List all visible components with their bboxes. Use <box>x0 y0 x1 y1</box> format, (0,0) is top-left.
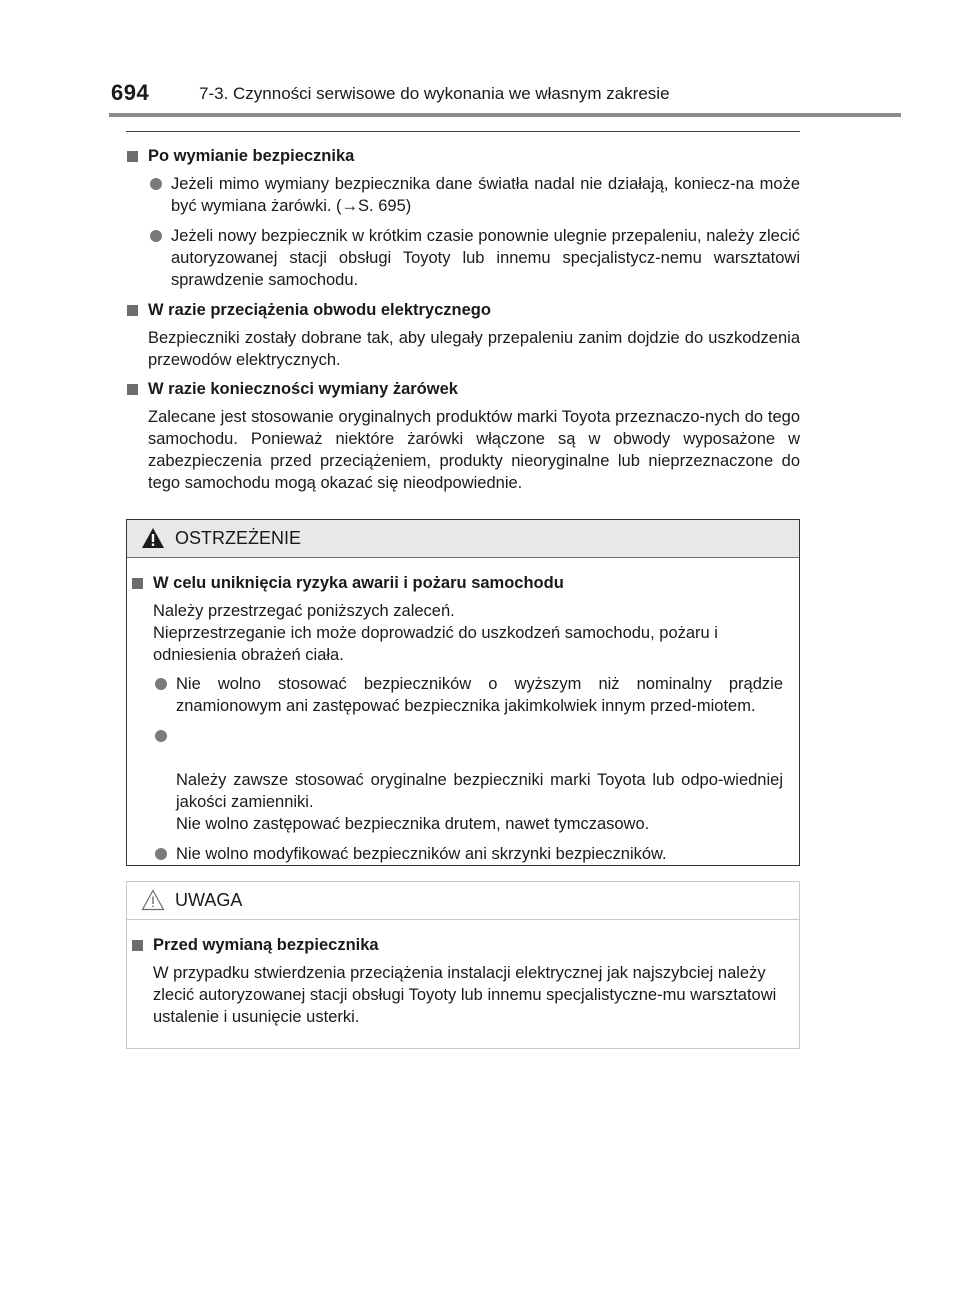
square-bullet-icon <box>132 578 143 589</box>
warning-body <box>127 558 799 865</box>
section-text: Bezpieczniki zostały dobrane tak, aby ulegały przepaleniu zanim dojdzie do uszkodzenia przewodów elektrycznych. <box>148 329 800 369</box>
list-item: Jeżeli nowy bezpiecznik w krótkim czasie ponownie ulegnie przepaleniu, należy zlecić autoryzowanej stacji obsługi Toyoty lub innemu specjalistycz-nemu warsztatowi sprawdzenie samochodu. <box>126 225 800 291</box>
square-bullet-icon <box>132 940 143 951</box>
section-heading: W razie przeciążenia obwodu elektrycznego <box>126 299 800 321</box>
list-item: Nie wolno modyfikować bezpieczników ani skrzynki bezpieczników. <box>131 843 783 865</box>
square-bullet-icon <box>127 151 138 162</box>
warning-header <box>127 520 799 558</box>
warning-heading: W celu uniknięcia ryzyka awarii i pożaru samochodu <box>131 572 783 594</box>
square-bullet-icon <box>127 305 138 316</box>
list-item: Nie wolno stosować bezpieczników o wyższym niż nominalny prądzie znamionowym ani zastępować bezpiecznika jakimkolwiek innym przed-miotem. <box>131 673 783 717</box>
warning-triangle-icon <box>141 527 165 549</box>
round-bullet-icon <box>155 848 167 860</box>
warning-title: OSTRZEŻENIE <box>175 528 302 548</box>
page-number: 694 <box>111 80 150 105</box>
notice-heading: Przed wymianą bezpiecznika <box>131 934 783 956</box>
round-bullet-icon <box>155 730 167 742</box>
round-bullet-icon <box>150 230 162 242</box>
chapter-title: 7-3. Czynności serwisowe do wykonania we własnym zakresie <box>199 84 670 103</box>
section-heading: Po wymianie bezpiecznika <box>126 145 800 167</box>
notice-body <box>127 920 799 1028</box>
list-item: Należy zawsze stosować oryginalne bezpieczniki marki Toyota lub odpo-wiedniej jakości zamienniki. Nie wolno zastępować bezpiecznika drutem, nawet tymczasowo. <box>131 725 783 835</box>
page-header <box>0 70 960 116</box>
header-rule <box>109 113 901 117</box>
round-bullet-icon <box>150 178 162 190</box>
top-divider <box>126 131 800 132</box>
round-bullet-icon <box>155 678 167 690</box>
caution-triangle-icon <box>141 889 165 911</box>
list-item: Jeżeli mimo wymiany bezpiecznika dane światła nadal nie działają, koniecz-na może być wymiana żarówki. (→S. 695) <box>126 173 800 217</box>
notice-header <box>127 882 799 920</box>
notice-text: W przypadku stwierdzenia przeciążenia instalacji elektrycznej jak najszybciej należy zlecić autoryzowanej stacji obsługi Toyoty lub innemu specjalistyczne-mu warsztatowi ustalenie i usunięcie usterki. <box>153 964 777 1026</box>
main-content <box>126 140 800 501</box>
section-heading: W razie konieczności wymiany żarówek <box>126 378 800 400</box>
section-text: Zalecane jest stosowanie oryginalnych produktów marki Toyota przeznaczo-nych do tego samochodu. Ponieważ niektóre żarówki włączone są w obwody wyposażone w zabezpieczenia przed przeciążeniem, produkty nieoryginalne lub nieprzeznaczone do tego samochodu mogą okazać się nieodpowiednie. <box>148 408 800 492</box>
notice-title: UWAGA <box>175 890 243 910</box>
notice-box <box>126 881 800 1049</box>
warning-intro: Należy przestrzegać poniższych zaleceń. Nieprzestrzeganie ich może doprowadzić do uszkodzeń samochodu, pożaru i odniesienia obrażeń ciała. <box>153 602 718 664</box>
square-bullet-icon <box>127 384 138 395</box>
warning-box <box>126 519 800 866</box>
